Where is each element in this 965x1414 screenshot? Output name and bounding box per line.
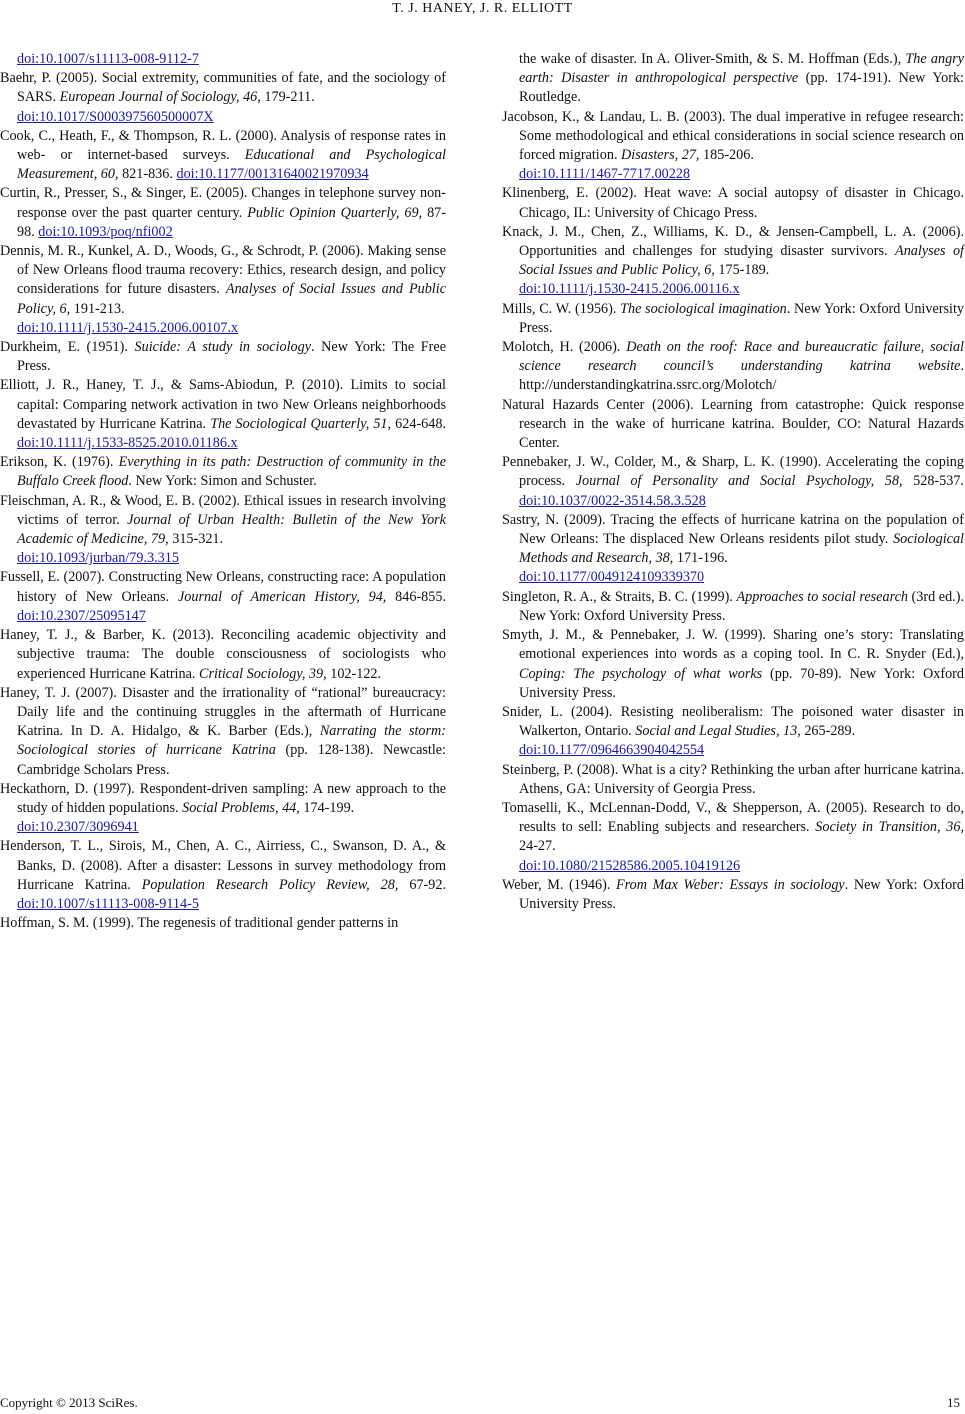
reference-entry [502, 511, 964, 588]
reference-text: Baehr, P. (2005). Social extremity, communities of fate, and the sociology of SARS. [0, 70, 446, 106]
reference-text: Mills, C. W. (1956). [502, 300, 621, 317]
reference-pages: 821-836. [118, 166, 177, 183]
reference-pages: . http://understandingkatrina.ssrc.org/Molotch/ [519, 358, 964, 394]
reference-text: Sastry, N. (2009). Tracing the effects of hurricane katrina on the population of New Orleans: The displaced New Orleans residents pilot study. [502, 511, 964, 548]
reference-source: Suicide: A study in sociology [134, 339, 312, 356]
reference-entry [502, 588, 964, 626]
reference-entry [502, 300, 964, 338]
reference-entry [502, 703, 964, 761]
reference-text: Hoffman, S. M. (1999). The regenesis of traditional gender patterns in [0, 915, 399, 932]
reference-pages: . New York: Oxford University Press. [519, 300, 964, 336]
reference-pages: (pp. 128-138). Newcastle: Cambridge Scholars Press. [17, 742, 447, 778]
reference-source: Death on the roof: Race and bureaucratic failure, social science research council’s understanding katrina website [519, 339, 964, 375]
reference-entry [502, 223, 964, 300]
reference-pages: . New York: Oxford University Press. [519, 876, 964, 912]
doi-link[interactable]: doi:10.2307/3096941 [17, 819, 139, 836]
reference-text: Cook, C., Heath, F., & Thompson, R. L. (2000). Analysis of response rates in web- or internet-based surveys. [0, 127, 446, 164]
reference-pages: 67-92. [398, 876, 446, 893]
reference-entry [502, 338, 964, 396]
reference-pages: 315-321. [168, 531, 224, 548]
reference-source: European Journal of Sociology, 46, [59, 89, 261, 106]
reference-source: Analyses of Social Issues and Public Policy, 6, [17, 281, 446, 317]
reference-list-left [0, 69, 446, 933]
doi-link[interactable]: doi:10.1017/S000397560500007X [17, 108, 214, 125]
footer-copyright: Copyright © 2013 SciRes. [0, 1395, 138, 1410]
reference-entry [0, 684, 446, 780]
reference-entry [0, 127, 446, 185]
reference-entry [0, 184, 446, 242]
reference-continuation [0, 50, 446, 69]
reference-entry [502, 626, 964, 703]
reference-source: The sociological imagination [620, 300, 787, 317]
reference-entry [0, 626, 446, 684]
reference-entry [502, 108, 964, 185]
doi-link[interactable]: doi:10.1093/poq/nfi002 [38, 223, 173, 240]
reference-text: Heckathorn, D. (1997). Respondent-driven sampling: A new approach to the study of hidden populations. [0, 780, 446, 816]
reference-source: From Max Weber: Essays in sociology [616, 876, 845, 893]
reference-source: Society in Transition, 36, [815, 819, 964, 836]
reference-text: Weber, M. (1946). [502, 876, 616, 893]
reference-entry [502, 876, 964, 914]
reference-pages: 24-27. [519, 838, 556, 855]
reference-source: Journal of American History, 94, [177, 588, 387, 605]
reference-text: Jacobson, K., & Landau, L. B. (2003). The dual imperative in refugee research: Some methodological and ethical considerations in social science research on forced migration. [502, 108, 964, 164]
doi-link[interactable]: doi:10.1007/s11113-008-9114-5 [17, 895, 199, 912]
reference-text: Natural Hazards Center (2006). Learning from catastrophe: Quick response research in the wake of hurricane katrina. Boulder, CO: Natural Hazards Center. [502, 396, 964, 452]
reference-text: Smyth, J. M., & Pennebaker, J. W. (1999). Sharing one’s story: Translating emotional experiences into words as a coping tool. In C. R. Snyder (Ed.), [502, 627, 964, 663]
doi-link[interactable]: doi:10.1177/0049124109339370 [519, 569, 705, 586]
reference-text: Klinenberg, E. (2002). Heat wave: A social autopsy of disaster in Chicago. Chicago, IL: University of Chicago Press. [502, 185, 964, 221]
reference-pages: (3rd ed.). New York: Oxford University Press. [519, 588, 964, 624]
reference-entry [0, 914, 446, 933]
reference-source: Public Opinion Quarterly, 69, [247, 204, 423, 221]
doi-link[interactable]: doi:10.2307/25095147 [17, 607, 146, 624]
reference-text: Fussell, E. (2007). Constructing New Orleans, constructing race: A population history of New Orleans. [0, 569, 446, 605]
reference-list-right [502, 108, 964, 915]
reference-title: The angry earth: Disaster in anthropological perspective [519, 51, 964, 87]
reference-pages: 179-211. [260, 89, 315, 106]
doi-link[interactable]: doi:10.1037/0022-3514.58.3.528 [519, 492, 706, 509]
reference-entry [0, 338, 446, 376]
reference-source: Journal of Personality and Social Psychology, 58, [575, 473, 903, 490]
page-number: 15 [947, 1395, 960, 1410]
reference-source: Critical Sociology, 39, [198, 665, 327, 682]
reference-text: Elliott, J. R., Haney, T. J., & Sams-Abiodun, P. (2010). Limits to social capital: Comparing network activation in two New Orleans neighborhoods devastated by Hurricane Katrina. [0, 377, 446, 432]
reference-pages: 265-289. [800, 723, 856, 740]
reference-entry [0, 780, 446, 838]
reference-pages: . New York: The Free Press. [17, 339, 446, 375]
reference-text: Erikson, K. (1976). [0, 454, 119, 471]
reference-entry [0, 568, 446, 626]
reference-text: Henderson, T. L., Sirois, M., Chen, A. C., Airriess, C., Swanson, D. A., & Banks, D. (2008). After a disaster: Lessons in survey methodology from Hurricane Katrina. [0, 838, 446, 893]
reference-text: Knack, J. M., Chen, Z., Williams, K. D., & Jensen-Campbell, L. A. (2006). Opportunities and challenges for studying disaster survivors. [502, 223, 964, 260]
reference-entry [0, 376, 446, 453]
doi-link[interactable]: doi:10.1177/00131640021970934 [176, 166, 369, 183]
reference-source: Disasters, 27, [621, 147, 700, 164]
reference-text: Durkheim, E. (1951). [0, 339, 135, 356]
reference-pages: 185-206. [699, 147, 754, 164]
reference-entry [502, 453, 964, 511]
reference-text: Dennis, M. R., Kunkel, A. D., Woods, G., & Schrodt, P. (2006). Making sense of New Orleans flood trauma recovery: Ethics, research design, and policy considerations for future disasters. [0, 243, 446, 298]
reference-entry [0, 69, 446, 127]
reference-text: Pennebaker, J. W., Colder, M., & Sharp, L. K. (1990). Accelerating the coping process. [502, 454, 964, 490]
reference-source: Journal of Urban Health: Bulletin of the New York Academic of Medicine, 79, [17, 511, 446, 548]
doi-link[interactable]: doi:10.1111/1467-7717.00228 [519, 166, 691, 183]
reference-pages: 624-648. [391, 415, 446, 432]
reference-entry [0, 242, 446, 338]
doi-link[interactable]: doi:10.1177/0964663904042554 [519, 742, 705, 759]
reference-entry [502, 761, 964, 799]
reference-source: Social Problems, 44, [182, 799, 300, 816]
reference-entry [0, 492, 446, 569]
reference-text: Steinberg, P. (2008). What is a city? Rethinking the urban after hurricane katrina. Athens, GA: University of Georgia Press. [502, 761, 964, 797]
doi-link[interactable]: doi:10.1111/j.1530-2415.2006.00107.x [17, 319, 239, 336]
reference-source: Educational and Psychological Measurement, 60, [17, 147, 446, 183]
reference-text: Haney, T. J., & Barber, K. (2013). Reconciling academic objectivity and subjective trauma: The double consciousness of sociologists who experienced Hurricane Katrina. [0, 627, 446, 682]
reference-entry [0, 837, 446, 914]
reference-pages: 846-855. [386, 588, 446, 605]
reference-source: Population Research Policy Review, 28, [141, 876, 399, 893]
doi-link[interactable]: doi:10.1080/21528586.2005.10419126 [519, 857, 741, 874]
reference-source: Narrating the storm: Sociological stories of hurricane Katrina [17, 723, 446, 759]
reference-source: Sociological Methods and Research, 38, [519, 531, 964, 567]
reference-entry [502, 396, 964, 454]
reference-pages: 102-122. [326, 665, 382, 682]
reference-pages: 87-98. [17, 204, 446, 240]
reference-entry [502, 184, 964, 222]
doi-link[interactable]: doi:10.1111/j.1533-8525.2010.01186.x [17, 435, 238, 452]
reference-pages: 528-537. [902, 473, 964, 490]
reference-text: Fleischman, A. R., & Wood, E. B. (2002). Ethical issues in research involving victims of terror. [0, 492, 446, 528]
reference-pages: 175-189. [714, 262, 770, 279]
running-head: T. J. HANEY, J. R. ELLIOTT [392, 1, 573, 16]
reference-text: Singleton, R. A., & Straits, B. C. (1999). [502, 588, 737, 605]
reference-entry [502, 799, 964, 876]
reference-source: The Sociological Quarterly, 51, [210, 415, 392, 432]
reference-text: Haney, T. J. (2007). Disaster and the irrationality of “rational” bureaucracy: Daily life and the continuing struggles in the aftermath of Hurricane Katrina. In D. A. Hidalgo, & K. Barber (Eds.), [0, 684, 446, 740]
doi-link[interactable]: doi:10.1111/j.1530-2415.2006.00116.x [519, 281, 740, 298]
reference-text: Curtin, R., Presser, S., & Singer, E. (2005). Changes in telephone survey non-response over the past quarter century. [0, 185, 446, 221]
reference-entry [0, 453, 446, 491]
reference-text: Tomaselli, K., McLennan-Dodd, V., & Shepperson, A. (2005). Research to do, results to sell: Enabling subjects and researchers. [502, 799, 964, 836]
reference-pages: 174-199. [299, 799, 355, 816]
left-column [0, 50, 446, 933]
reference-source: Everything in its path: Destruction of community in the Buffalo Creek flood [17, 454, 446, 490]
reference-pages: 171-196. [673, 550, 728, 567]
doi-link[interactable]: doi:10.1093/jurban/79.3.315 [17, 550, 179, 567]
right-column [502, 50, 964, 914]
reference-continuation: the wake of disaster. In A. Oliver-Smith, & S. M. Hoffman (Eds.), The angry earth: Disaster in anthropological perspective (pp. 174-191). New York: Routledge. [519, 51, 964, 106]
reference-pages: 191-213. [70, 300, 125, 317]
reference-source: Analyses of Social Issues and Public Policy, 6, [519, 243, 965, 279]
reference-pages: . New York: Simon and Schuster. [128, 473, 317, 490]
doi-link[interactable]: doi:10.1007/s11113-008-9112-7 [17, 51, 199, 67]
reference-text: Molotch, H. (2006). [502, 339, 627, 356]
reference-source: Social and Legal Studies, 13, [635, 723, 801, 740]
reference-source: Coping: The psychology of what works [519, 665, 763, 682]
reference-text: Snider, L. (2004). Resisting neoliberalism: The poisoned water disaster in Walkerton, Ontario. [502, 703, 964, 740]
reference-pages: (pp. 70-89). New York: Oxford University Press. [519, 665, 964, 701]
reference-source: Approaches to social research [736, 588, 908, 605]
